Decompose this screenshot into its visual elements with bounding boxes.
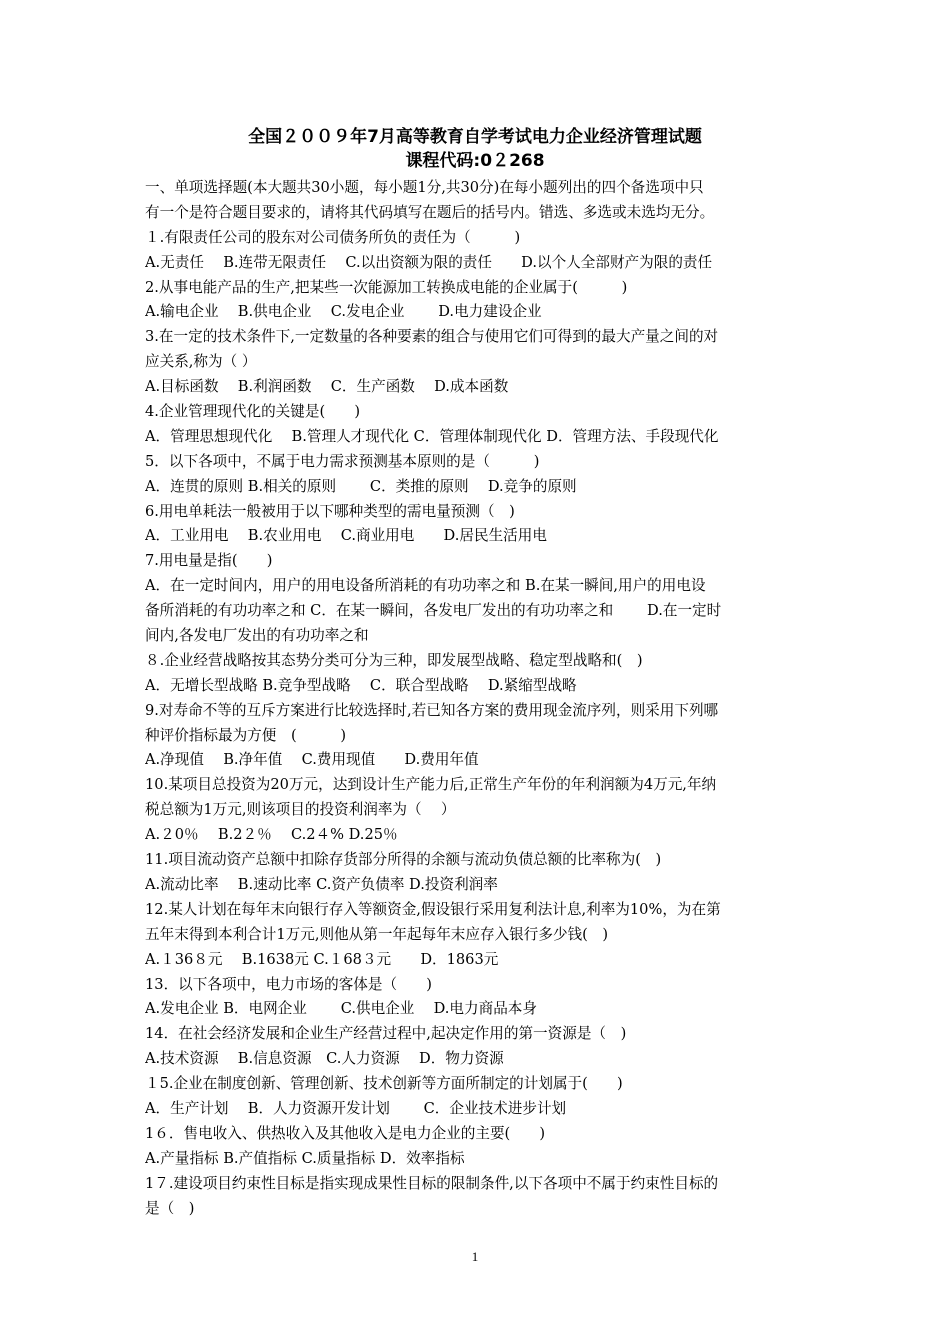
question-7-options: A．在一定时间内，用户的用电设备所消耗的有功功率之和 B.在某一瞬间,用户的用电设 — [145, 577, 706, 595]
text-line: 有一个是符合题目要求的，请将其代码填写在题后的括号内。错选、多选或未选均无分。 — [145, 203, 715, 221]
question-3-cont: 应关系,称为（ ） — [145, 353, 257, 371]
question-5-options: A．连贯的原则 B.相关的原则 C．类推的原则 D.竞争的原则 — [145, 477, 577, 495]
question-12-options: A.１36８元 B.1638元 C.１68３元 D．1863元 — [145, 950, 499, 968]
question-15-options: A．生产计划 B．人力资源开发计划 C．企业技术进步计划 — [145, 1099, 567, 1117]
text-line: 一、单项选择题(本大题共30小题，每小题1分,共30分)在每小题列出的四个备选项中只 — [145, 179, 704, 196]
question-14: 14．在社会经济发展和企业生产经营过程中,起决定作用的第一资源是（ ) — [145, 1025, 627, 1043]
question-17-cont: 是（ ) — [145, 1199, 195, 1217]
question-10: 10.某项目总投资为20万元，达到设计生产能力后,正常生产年份的年利润额为4万元,年纳 — [145, 776, 717, 794]
question-4-options: A．管理思想现代化 B.管理人才现代化 C．管理体制现代化 D．管理方法、手段现代化 — [145, 427, 719, 445]
question-8: ８.企业经营战略按其态势分类可分为三种，即发展型战略、稳定型战略和( ) — [145, 651, 643, 669]
question-11-options: A.流动比率 B.速动比率 C.资产负债率 D.投资利润率 — [145, 875, 498, 893]
question-10-options: A.２0％ B.2２％ C.2４% D.25％ — [145, 826, 398, 844]
question-2-options: A.输电企业 B.供电企业 C.发电企业 D.电力建设企业 — [145, 303, 542, 321]
question-7: 7.用电量是指( ) — [145, 552, 273, 570]
course-code: 课程代码:0２268 — [405, 151, 545, 171]
question-16-options: A.产量指标 B.产值指标 C.质量指标 D．效率指标 — [145, 1149, 465, 1167]
question-12-cont: 五年末得到本利合计1万元,则他从第一年起每年末应存入银行多少钱( ) — [145, 925, 609, 943]
question-17: 1７.建设项目约束性目标是指实现成果性目标的限制条件,以下各项中不属于约束性目标的 — [145, 1174, 719, 1192]
question-9-cont: 种评价指标最为方便 ( ) — [145, 726, 347, 744]
question-9: 9.对寿命不等的互斥方案进行比较选择时,若已知各方案的费用现金流序列，则采用下列哪 — [145, 701, 719, 719]
question-13-options: A.发电企业 B．电网企业 C.供电企业 D.电力商品本身 — [145, 1000, 537, 1018]
page-number: 1 — [471, 1249, 479, 1264]
page-title: 全国２００９年7月高等教育自学考试电力企业经济管理试题 — [248, 127, 702, 147]
question-9-options: A.净现值 B.净年值 C.费用现值 D.费用年值 — [145, 751, 479, 769]
question-1-options: A.无责任 B.连带无限责任 C.以出资额为限的责任 D.以个人全部财产为限的责任 — [145, 253, 713, 271]
question-11: 11.项目流动资产总额中扣除存货部分所得的余额与流动负债总额的比率称为( ) — [145, 851, 662, 869]
question-10-cont: 税总额为1万元,则该项目的投资利润率为（ ） — [145, 801, 456, 819]
question-5: 5．以下各项中，不属于电力需求预测基本原则的是（ ) — [145, 452, 540, 470]
question-4: 4.企业管理现代化的关键是( ) — [145, 403, 361, 421]
question-2: 2.从事电能产品的生产,把某些一次能源加工转换成电能的企业属于( ) — [145, 278, 628, 296]
exam-body — [145, 176, 810, 1221]
question-8-options: A．无增长型战略 B.竞争型战略 C．联合型战略 D.紧缩型战略 — [145, 676, 577, 694]
question-12: 12.某人计划在每年末向银行存入等额资金,假设银行采用复利法计息,利率为10%，为在第 — [145, 900, 721, 918]
question-3: 3.在一定的技术条件下,一定数量的各种要素的组合与使用它们可得到的最大产量之间的对 — [145, 328, 719, 346]
question-13: 13．以下各项中，电力市场的客体是（ ) — [145, 975, 432, 993]
question-7-options-cont: 备所消耗的有功功率之和 C．在某一瞬间，各发电厂发出的有功功率之和 D.在一定时 — [145, 602, 722, 620]
question-7-options-cont: 间内,各发电厂发出的有功功率之和 — [145, 627, 369, 645]
question-15: １5.企业在制度创新、管理创新、技术创新等方面所制定的计划属于( ) — [145, 1075, 623, 1093]
question-16: 1６．售电收入、供热收入及其他收入是电力企业的主要( ) — [145, 1124, 546, 1142]
question-6: 6.用电单耗法一般被用于以下哪种类型的需电量预测（ ) — [145, 502, 515, 520]
question-14-options: A.技术资源 B.信息资源 C.人力资源 D．物力资源 — [145, 1050, 504, 1068]
question-3-options: A.目标函数 B.利润函数 C．生产函数 D.成本函数 — [145, 378, 509, 396]
question-6-options: A．工业用电 B.农业用电 C.商业用电 D.居民生活用电 — [145, 527, 547, 545]
question-1: １.有限责任公司的股东对公司债务所负的责任为（ ) — [145, 228, 521, 246]
